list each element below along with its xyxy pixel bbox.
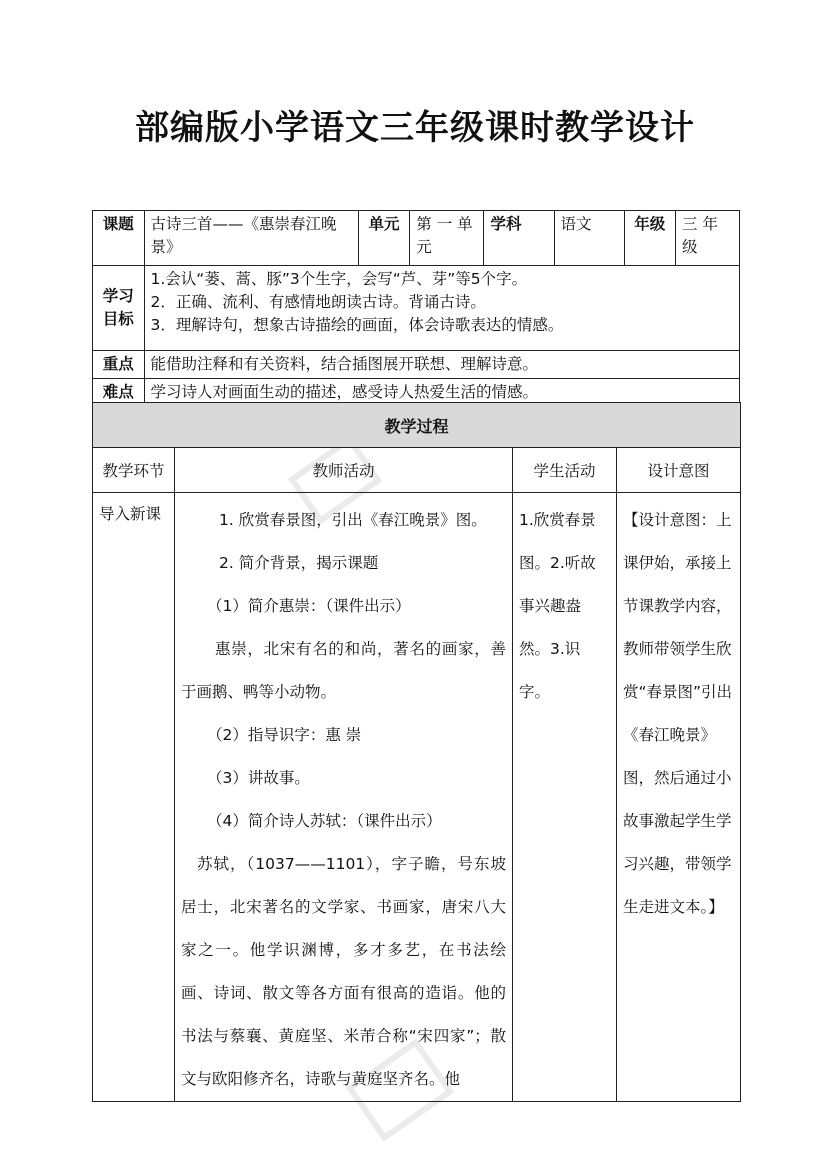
topic-label: 课题 <box>93 211 145 266</box>
grade-value: 三 年 级 <box>676 211 740 266</box>
design-intent-cell: 【设计意图：上课伊始，承接上节课教学内容，教师带领学生欣赏“春景图”引出《春江晚景》图，然后通过小故事激起学生学习兴趣，带领学生走进文本。】 <box>617 493 741 1102</box>
header-teacher: 教师活动 <box>175 448 513 493</box>
difficulty-label: 难点 <box>93 379 145 407</box>
process-title: 教学过程 <box>93 403 741 448</box>
subject-value: 语文 <box>554 211 624 266</box>
teacher-line: （2）指导识字：惠 崇 <box>207 726 362 744</box>
goals-label: 学习目标 <box>93 266 145 351</box>
teacher-paragraph: 苏轼，（1037——1101），字子瞻，号东坡居士，北宋著名的文学家、书画家，唐宋八大家之一。他学识渊博，多才多艺，在书法绘画、诗词、散文等各方面有很高的造诣。他的书法与蔡襄、黄庭坚、米芾合称“宋四家”；散文与欧阳修齐名，诗歌与黄庭坚齐名。他 <box>181 855 506 1088</box>
stage-cell <box>93 493 175 1102</box>
key-value: 能借助注释和有关资料，结合插图展开联想、理解诗意。 <box>144 351 740 379</box>
goals-list <box>144 266 740 351</box>
teacher-activity-cell <box>175 493 513 1102</box>
key-label: 重点 <box>93 351 145 379</box>
teacher-line: （3）讲故事。 <box>207 769 310 787</box>
teacher-line: （1）简介惠崇：（课件出示） <box>207 597 411 615</box>
teacher-paragraph: 惠崇，北宋有名的和尚，著名的画家，善于画鹅、鸭等小动物。 <box>181 640 506 701</box>
teaching-process-table <box>92 402 741 1102</box>
unit-value: 第 一 单 元 <box>410 211 484 266</box>
difficulty-value: 学习诗人对画面生动的描述，感受诗人热爱生活的情感。 <box>144 379 740 407</box>
lesson-info-table <box>92 210 740 407</box>
unit-label: 单元 <box>358 211 410 266</box>
teacher-line: 2. 简介背景，揭示课题 <box>219 554 379 572</box>
subject-label: 学科 <box>484 211 554 266</box>
goal-item: 1.会认“蒌、蒿、豚”3个生字，会写“芦、芽”等5个字。 <box>150 270 528 288</box>
topic-value: 古诗三首——《惠崇春江晚景》 <box>144 211 358 266</box>
teacher-line: （4）简介诗人苏轼：（课件出示） <box>207 812 442 830</box>
grade-label: 年级 <box>624 211 676 266</box>
header-intent: 设计意图 <box>617 448 741 493</box>
student-activity-cell: 1.欣赏春景图。2.听故事兴趣盎然。3.识字。 <box>513 493 617 1102</box>
stage-label: 导入新课 <box>99 505 162 523</box>
header-stage: 教学环节 <box>93 448 175 493</box>
header-student: 学生活动 <box>513 448 617 493</box>
teacher-line: 1. 欣赏春景图，引出《春江晚景》图。 <box>219 511 487 529</box>
page-title: 部编版小学语文三年级课时教学设计 <box>135 108 695 148</box>
goal-item: 2．正确、流利、有感情地朗读古诗。背诵古诗。 <box>150 293 486 311</box>
goal-item: 3．理解诗句，想象古诗描绘的画面，体会诗歌表达的情感。 <box>150 316 564 334</box>
